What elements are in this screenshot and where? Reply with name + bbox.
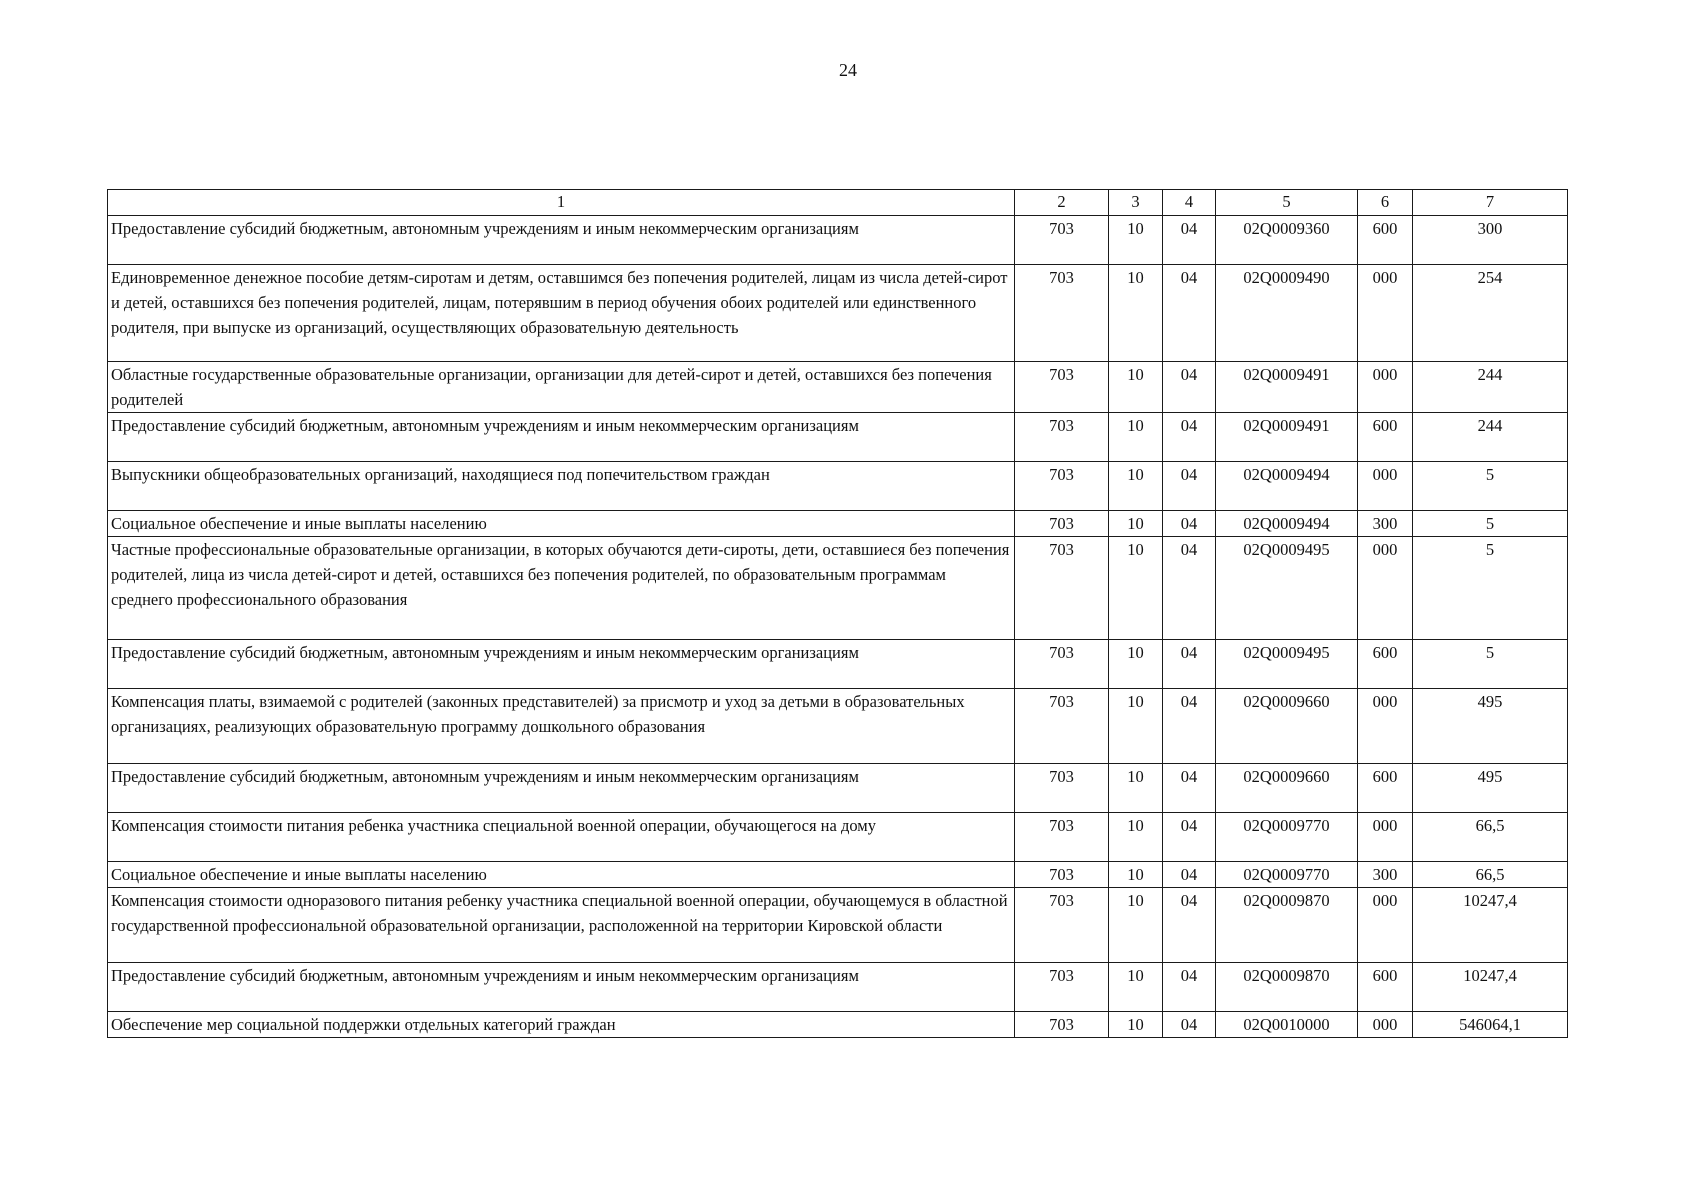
row-name: Предоставление субсидий бюджетным, автономным учреждениям и иным некоммерческим организациям bbox=[108, 413, 1015, 462]
cell-section: 703 bbox=[1015, 1012, 1109, 1038]
cell-amount: 5 bbox=[1413, 537, 1568, 640]
cell-amount: 244 bbox=[1413, 362, 1568, 413]
cell-section: 703 bbox=[1015, 216, 1109, 265]
cell-type: 600 bbox=[1358, 413, 1413, 462]
table-row bbox=[108, 462, 1568, 511]
cell-item: 04 bbox=[1163, 511, 1216, 537]
cell-item: 04 bbox=[1163, 216, 1216, 265]
cell-amount: 5 bbox=[1413, 511, 1568, 537]
page-number: 24 bbox=[839, 60, 857, 80]
cell-item: 04 bbox=[1163, 462, 1216, 511]
column-header: 4 bbox=[1163, 190, 1216, 216]
cell-subsection: 10 bbox=[1109, 963, 1163, 1012]
row-name: Обеспечение мер социальной поддержки отдельных категорий граждан bbox=[108, 1012, 1015, 1038]
budget-table bbox=[107, 189, 1568, 1038]
cell-type: 000 bbox=[1358, 462, 1413, 511]
cell-code: 02Q0009770 bbox=[1216, 813, 1358, 862]
cell-section: 703 bbox=[1015, 413, 1109, 462]
row-name: Компенсация стоимости одноразового питания ребенку участника специальной военной операции, обучающемуся в областной государственной профессиональной образовательной организации, расположенной на территории Кировской области bbox=[108, 888, 1015, 963]
cell-subsection: 10 bbox=[1109, 265, 1163, 362]
cell-section: 703 bbox=[1015, 689, 1109, 764]
row-name: Выпускники общеобразовательных организаций, находящиеся под попечительством граждан bbox=[108, 462, 1015, 511]
cell-type: 000 bbox=[1358, 689, 1413, 764]
cell-subsection: 10 bbox=[1109, 1012, 1163, 1038]
cell-amount: 5 bbox=[1413, 462, 1568, 511]
cell-type: 600 bbox=[1358, 764, 1413, 813]
table-row bbox=[108, 1012, 1568, 1038]
cell-amount: 300 bbox=[1413, 216, 1568, 265]
cell-code: 02Q0010000 bbox=[1216, 1012, 1358, 1038]
cell-section: 703 bbox=[1015, 888, 1109, 963]
cell-amount: 495 bbox=[1413, 764, 1568, 813]
cell-section: 703 bbox=[1015, 511, 1109, 537]
row-name: Социальное обеспечение и иные выплаты населению bbox=[108, 511, 1015, 537]
row-name: Областные государственные образовательные организации, организации для детей-сирот и детей, оставшихся без попечения родителей bbox=[108, 362, 1015, 413]
cell-subsection: 10 bbox=[1109, 511, 1163, 537]
cell-subsection: 10 bbox=[1109, 216, 1163, 265]
cell-subsection: 10 bbox=[1109, 689, 1163, 764]
table-header-row bbox=[108, 190, 1568, 216]
cell-amount: 66,5 bbox=[1413, 862, 1568, 888]
cell-type: 300 bbox=[1358, 511, 1413, 537]
row-name: Предоставление субсидий бюджетным, автономным учреждениям и иным некоммерческим организациям bbox=[108, 216, 1015, 265]
cell-item: 04 bbox=[1163, 813, 1216, 862]
cell-subsection: 10 bbox=[1109, 764, 1163, 813]
column-header: 2 bbox=[1015, 190, 1109, 216]
cell-subsection: 10 bbox=[1109, 537, 1163, 640]
cell-subsection: 10 bbox=[1109, 362, 1163, 413]
row-name: Компенсация платы, взимаемой с родителей (законных представителей) за присмотр и уход за детьми в образовательных организациях, реализующих образовательную программу дошкольного образования bbox=[108, 689, 1015, 764]
table-row bbox=[108, 362, 1568, 413]
cell-code: 02Q0009660 bbox=[1216, 764, 1358, 813]
row-name: Компенсация стоимости питания ребенка участника специальной военной операции, обучающегося на дому bbox=[108, 813, 1015, 862]
cell-section: 703 bbox=[1015, 813, 1109, 862]
cell-section: 703 bbox=[1015, 537, 1109, 640]
cell-type: 000 bbox=[1358, 1012, 1413, 1038]
cell-amount: 10247,4 bbox=[1413, 963, 1568, 1012]
cell-item: 04 bbox=[1163, 1012, 1216, 1038]
cell-item: 04 bbox=[1163, 963, 1216, 1012]
table-row bbox=[108, 537, 1568, 640]
column-header: 5 bbox=[1216, 190, 1358, 216]
cell-item: 04 bbox=[1163, 265, 1216, 362]
cell-type: 000 bbox=[1358, 537, 1413, 640]
table-row bbox=[108, 689, 1568, 764]
cell-subsection: 10 bbox=[1109, 813, 1163, 862]
cell-type: 000 bbox=[1358, 888, 1413, 963]
column-header: 3 bbox=[1109, 190, 1163, 216]
table-row bbox=[108, 764, 1568, 813]
cell-type: 600 bbox=[1358, 640, 1413, 689]
cell-amount: 244 bbox=[1413, 413, 1568, 462]
cell-amount: 546064,1 bbox=[1413, 1012, 1568, 1038]
cell-section: 703 bbox=[1015, 963, 1109, 1012]
table-row bbox=[108, 265, 1568, 362]
column-header: 7 bbox=[1413, 190, 1568, 216]
cell-subsection: 10 bbox=[1109, 862, 1163, 888]
table-row bbox=[108, 640, 1568, 689]
row-name: Единовременное денежное пособие детям-сиротам и детям, оставшимся без попечения родителей, лицам из числа детей-сирот и детей, оставшихся без попечения родителей, лицам, потерявшим в период обучения обоих родителей или единственного родителя, при выпуске из организаций, осуществляющих образовательную деятельность bbox=[108, 265, 1015, 362]
cell-section: 703 bbox=[1015, 462, 1109, 511]
table-row bbox=[108, 413, 1568, 462]
table-row bbox=[108, 511, 1568, 537]
cell-type: 000 bbox=[1358, 362, 1413, 413]
cell-section: 703 bbox=[1015, 362, 1109, 413]
cell-item: 04 bbox=[1163, 413, 1216, 462]
cell-type: 000 bbox=[1358, 813, 1413, 862]
cell-amount: 66,5 bbox=[1413, 813, 1568, 862]
cell-subsection: 10 bbox=[1109, 888, 1163, 963]
cell-subsection: 10 bbox=[1109, 462, 1163, 511]
cell-item: 04 bbox=[1163, 764, 1216, 813]
cell-code: 02Q0009490 bbox=[1216, 265, 1358, 362]
cell-type: 600 bbox=[1358, 216, 1413, 265]
row-name: Предоставление субсидий бюджетным, автономным учреждениям и иным некоммерческим организациям bbox=[108, 764, 1015, 813]
cell-code: 02Q0009660 bbox=[1216, 689, 1358, 764]
table-row bbox=[108, 216, 1568, 265]
cell-section: 703 bbox=[1015, 265, 1109, 362]
cell-subsection: 10 bbox=[1109, 413, 1163, 462]
cell-amount: 495 bbox=[1413, 689, 1568, 764]
row-name: Социальное обеспечение и иные выплаты населению bbox=[108, 862, 1015, 888]
cell-item: 04 bbox=[1163, 862, 1216, 888]
cell-amount: 5 bbox=[1413, 640, 1568, 689]
cell-item: 04 bbox=[1163, 888, 1216, 963]
cell-code: 02Q0009770 bbox=[1216, 862, 1358, 888]
row-name: Предоставление субсидий бюджетным, автономным учреждениям и иным некоммерческим организациям bbox=[108, 963, 1015, 1012]
table-row bbox=[108, 813, 1568, 862]
cell-subsection: 10 bbox=[1109, 640, 1163, 689]
cell-item: 04 bbox=[1163, 689, 1216, 764]
cell-code: 02Q0009870 bbox=[1216, 963, 1358, 1012]
cell-item: 04 bbox=[1163, 362, 1216, 413]
table-row bbox=[108, 862, 1568, 888]
cell-item: 04 bbox=[1163, 537, 1216, 640]
cell-code: 02Q0009495 bbox=[1216, 640, 1358, 689]
cell-type: 300 bbox=[1358, 862, 1413, 888]
cell-section: 703 bbox=[1015, 640, 1109, 689]
cell-code: 02Q0009494 bbox=[1216, 462, 1358, 511]
cell-type: 600 bbox=[1358, 963, 1413, 1012]
cell-code: 02Q0009870 bbox=[1216, 888, 1358, 963]
cell-type: 000 bbox=[1358, 265, 1413, 362]
cell-item: 04 bbox=[1163, 640, 1216, 689]
cell-code: 02Q0009495 bbox=[1216, 537, 1358, 640]
row-name: Предоставление субсидий бюджетным, автономным учреждениям и иным некоммерческим организациям bbox=[108, 640, 1015, 689]
cell-code: 02Q0009360 bbox=[1216, 216, 1358, 265]
cell-code: 02Q0009491 bbox=[1216, 362, 1358, 413]
column-header: 6 bbox=[1358, 190, 1413, 216]
cell-amount: 10247,4 bbox=[1413, 888, 1568, 963]
cell-code: 02Q0009491 bbox=[1216, 413, 1358, 462]
cell-section: 703 bbox=[1015, 764, 1109, 813]
row-name: Частные профессиональные образовательные организации, в которых обучаются дети-сироты, дети, оставшиеся без попечения родителей, лица из числа детей-сирот и детей, оставшихся без попечения родителей, по образовательным программам среднего профессионального образования bbox=[108, 537, 1015, 640]
cell-amount: 254 bbox=[1413, 265, 1568, 362]
cell-code: 02Q0009494 bbox=[1216, 511, 1358, 537]
cell-section: 703 bbox=[1015, 862, 1109, 888]
column-header: 1 bbox=[108, 190, 1015, 216]
table-row bbox=[108, 888, 1568, 963]
table-row bbox=[108, 963, 1568, 1012]
